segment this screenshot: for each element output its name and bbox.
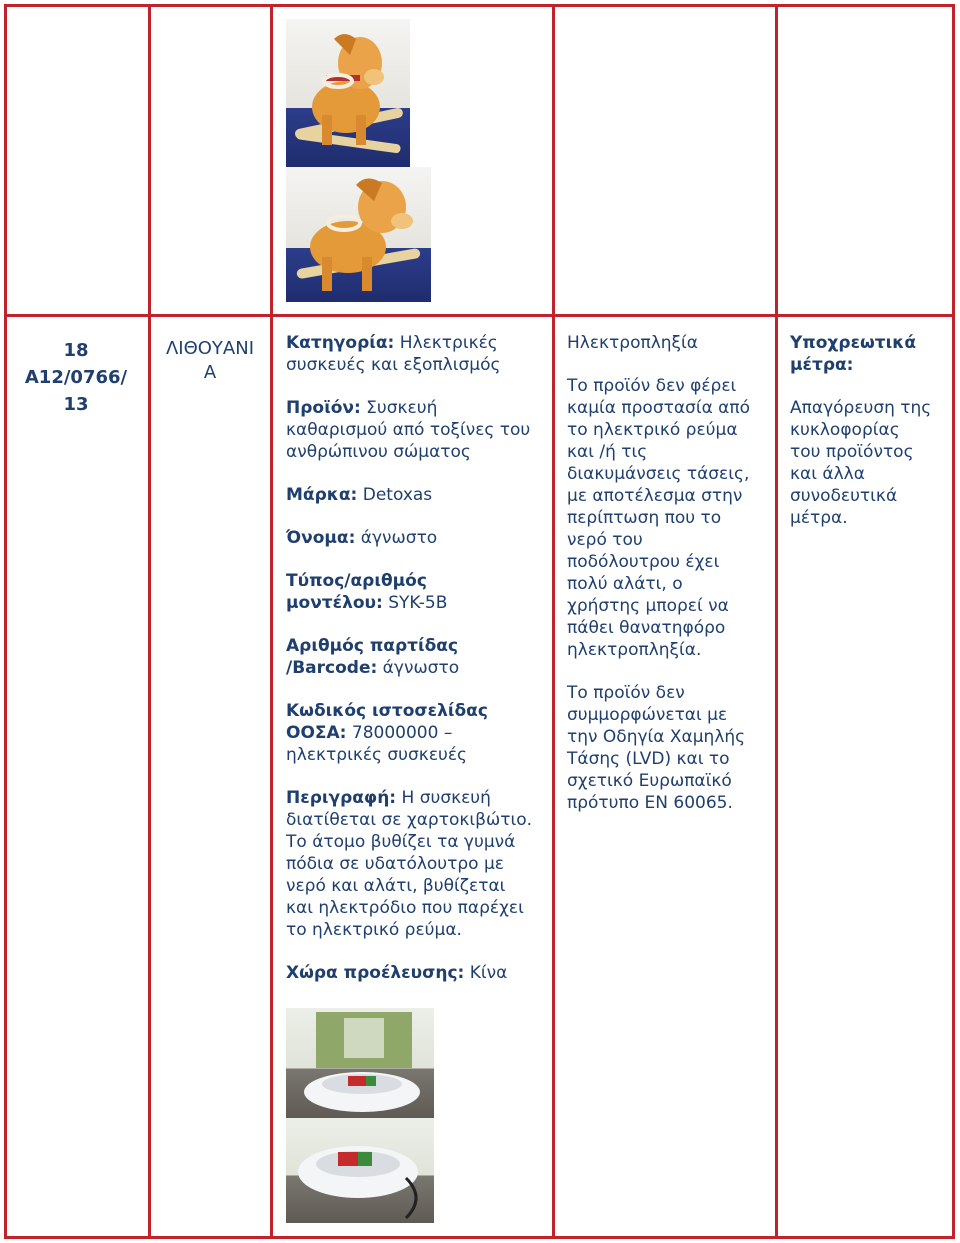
risk-p1-line-10: πολύ αλάτι, ο	[567, 574, 683, 594]
detox-device-photo-1	[286, 1008, 434, 1118]
risk-title: Ηλεκτροπληξία	[567, 333, 698, 353]
category-block	[286, 332, 548, 376]
risk-p2-line-1: Το προϊόν δεν	[567, 683, 685, 703]
risk-p2-line-2: συμμορφώνεται με	[567, 705, 728, 725]
record-number-line-1: 18	[63, 340, 89, 361]
model-label-line-1: Τύπος/αριθμός	[286, 571, 427, 591]
description-block	[286, 787, 548, 941]
description-label: Περιγραφή:	[286, 788, 397, 808]
batch-label-line-1: Αριθμός παρτίδας	[286, 636, 459, 656]
measures-line-1: Απαγόρευση της	[790, 398, 932, 418]
rocking-horse-icon	[286, 167, 431, 302]
risk-p1-line-13: ηλεκτροπληξία.	[567, 640, 702, 660]
code-value-line-2: ηλεκτρικές συσκευές	[286, 745, 468, 765]
measures-line-3: του προϊόντος	[790, 442, 914, 462]
measures-label-line-1: Υποχρεωτικά	[790, 333, 917, 353]
product-value-line-3: ανθρώπινου σώματος	[286, 442, 471, 462]
risk-p1-line-3: το ηλεκτρικό ρεύμα	[567, 420, 738, 440]
code-value: 78000000 –	[346, 723, 453, 743]
country-cell	[152, 337, 268, 385]
code-block	[286, 700, 548, 766]
detox-device-photo-2	[286, 1118, 434, 1223]
risk-p1-line-8: νερό του	[567, 530, 643, 550]
foot-detox-device-icon	[286, 1118, 434, 1223]
risk-p1-line-6: με αποτέλεσμα στην	[567, 486, 743, 506]
brand-block	[286, 484, 548, 506]
country-line-2: Α	[203, 362, 217, 383]
measures-line-6: μέτρα.	[790, 508, 848, 528]
name-block	[286, 527, 548, 549]
model-label-line-2: μοντέλου:	[286, 593, 383, 613]
risk-paragraph-1	[567, 375, 772, 661]
risk-p1-line-1: Το προϊόν δεν φέρει	[567, 376, 737, 396]
origin-block	[286, 962, 548, 984]
description-line-6: και ηλεκτρόδιο που παρέχει	[286, 898, 524, 918]
measures-line-2: κυκλοφορίας	[790, 420, 900, 440]
risk-p2-line-3: την Οδηγία Χαμηλής	[567, 727, 746, 747]
batch-label-line-2: /Barcode:	[286, 658, 378, 678]
product-label: Προϊόν:	[286, 398, 361, 418]
batch-block	[286, 635, 548, 679]
record-number-line-3: 13	[63, 394, 89, 415]
risk-p1-line-4: και /ή τις	[567, 442, 648, 462]
measures-label-line-2: μέτρα:	[790, 355, 854, 375]
table-top-border	[4, 4, 955, 7]
risk-p1-line-9: ποδόλουτρου έχει	[567, 552, 720, 572]
risk-p2-line-5: σχετικό Ευρωπαϊκό	[567, 771, 732, 791]
description-line-3: Το άτομο βυθίζει τα γυμνά	[286, 832, 516, 852]
measures-label	[790, 332, 950, 376]
code-label-line-1: Κωδικός ιστοσελίδας	[286, 701, 488, 721]
model-value: SYK-5B	[382, 593, 448, 613]
category-value-line-2: συσκευές και εξοπλισμός	[286, 355, 501, 375]
name-value: άγνωστο	[355, 528, 438, 548]
category-value: Ηλεκτρικές	[394, 333, 498, 353]
col-border-4	[775, 4, 778, 1239]
country-line-1: ΛΙΘΟΥΑΝΙ	[165, 338, 255, 359]
description-line-2: διατίθεται σε χαρτοκιβώτιο.	[286, 810, 533, 830]
measures-line-4: και άλλα	[790, 464, 865, 484]
col-border-0	[4, 4, 7, 1239]
rocking-horse-photo-1	[286, 19, 410, 167]
model-block	[286, 570, 548, 614]
record-number-cell	[8, 337, 144, 418]
code-label-line-2: ΟΟΣΑ:	[286, 723, 347, 743]
origin-value: Κίνα	[464, 963, 508, 983]
risk-cell	[567, 332, 772, 835]
col-border-3	[552, 4, 555, 1239]
batch-value: άγνωστο	[377, 658, 460, 678]
name-label: Όνομα:	[286, 528, 356, 548]
risk-p1-line-5: διακυμάνσεις τάσεις,	[567, 464, 750, 484]
risk-paragraph-2	[567, 682, 772, 814]
col-border-1	[148, 4, 151, 1239]
description-line-7: το ηλεκτρικό ρεύμα.	[286, 920, 462, 940]
risk-p2-line-6: πρότυπο EN 60065.	[567, 793, 733, 813]
row-divider	[4, 314, 955, 317]
rocking-horse-photo-2	[286, 167, 431, 302]
col-border-5	[952, 4, 955, 1239]
risk-p2-line-4: Τάσης (LVD) και το	[567, 749, 730, 769]
description-line-4: πόδια σε υδατόλουτρο με	[286, 854, 504, 874]
measures-line-5: συνοδευτικά	[790, 486, 898, 506]
product-block	[286, 397, 548, 463]
foot-detox-device-icon	[286, 1008, 434, 1118]
risk-p1-line-7: περίπτωση που το	[567, 508, 722, 528]
product-value: Συσκευή	[360, 398, 438, 418]
measures-cell	[790, 332, 950, 529]
description-line-5: νερό και αλάτι, βυθίζεται	[286, 876, 506, 896]
category-label: Κατηγορία:	[286, 333, 395, 353]
risk-p1-line-12: πάθει θανατηφόρο	[567, 618, 726, 638]
risk-p1-line-11: χρήστης μπορεί να	[567, 596, 729, 616]
product-value-line-2: καθαρισμού από τοξίνες του	[286, 420, 531, 440]
measures-value	[790, 397, 950, 529]
col-border-2	[270, 4, 273, 1239]
risk-p1-line-2: καμία προστασία από	[567, 398, 751, 418]
product-details-cell	[286, 332, 548, 1005]
brand-label: Μάρκα:	[286, 485, 358, 505]
origin-label: Χώρα προέλευσης:	[286, 963, 465, 983]
record-number-line-2: A12/0766/	[24, 367, 128, 388]
table-bottom-border	[4, 1236, 955, 1239]
rocking-horse-icon	[286, 19, 410, 167]
description-value: Η συσκευή	[396, 788, 491, 808]
brand-value: Detoxas	[357, 485, 433, 505]
